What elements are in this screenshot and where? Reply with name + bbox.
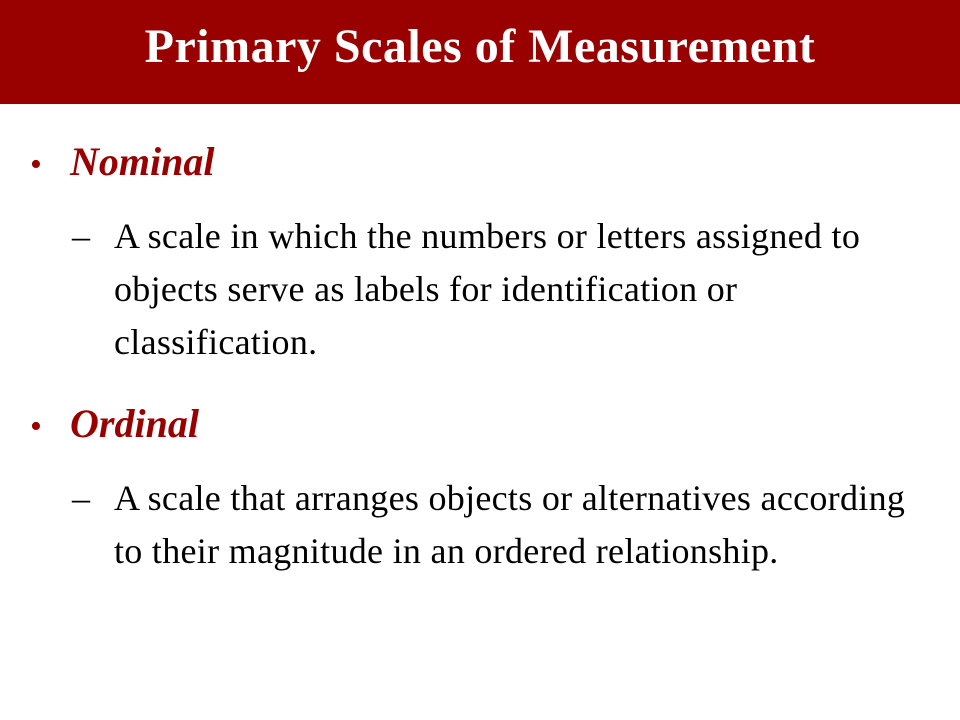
bullet-ordinal [30, 401, 199, 446]
sub-bullet-marker: – [72, 478, 90, 518]
sub-bullet-nominal [72, 210, 932, 369]
bullet-nominal [30, 139, 215, 184]
sub-bullet-ordinal [72, 472, 932, 578]
slide-title: Primary Scales of Measurement [144, 19, 816, 73]
title-bar [0, 0, 960, 104]
bullet-term-ordinal: Ordinal [70, 401, 199, 446]
bullet-marker: • [30, 146, 42, 183]
bullet-term-nominal: Nominal [70, 139, 215, 184]
definition-nominal: A scale in which the numbers or letters assigned to objects serve as labels for identification or classification. [114, 216, 861, 362]
bullet-marker: • [30, 408, 42, 445]
sub-bullet-marker: – [72, 216, 90, 256]
definition-ordinal: A scale that arranges objects or alternatives according to their magnitude in an ordered relationship. [114, 478, 906, 571]
